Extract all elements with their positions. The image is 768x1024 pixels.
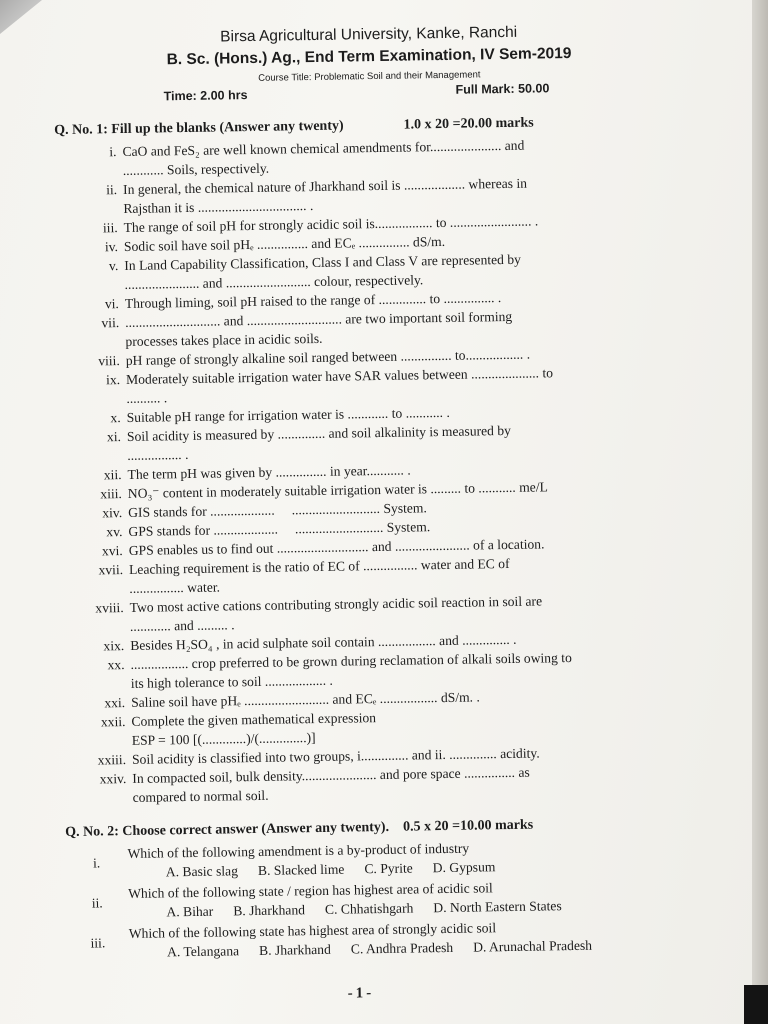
item-number: ii. bbox=[106, 182, 118, 198]
item-number: xi. bbox=[106, 429, 122, 445]
item-text: ............................ and ............................ are two important soil forming processes takes place in acidic soils. bbox=[125, 308, 513, 349]
mcq-option: C. Pyrite bbox=[364, 860, 413, 877]
item-number: ix. bbox=[105, 372, 121, 388]
item-text: GPS stands for ................... .......................... System. bbox=[128, 519, 431, 539]
mcq-option: D. North Eastern States bbox=[433, 898, 562, 916]
item-text: Sodic soil have soil pHₑ ............... and ECₑ ............... dS/m. bbox=[123, 233, 446, 254]
item-number: iv. bbox=[104, 239, 119, 255]
paper-edge bbox=[752, 0, 768, 1024]
item-number: xiv. bbox=[102, 505, 123, 521]
item-number: xvii. bbox=[98, 562, 124, 578]
university-title: Birsa Agricultural University, Kanke, Ranchi bbox=[220, 23, 518, 46]
item-number: xvi. bbox=[101, 543, 123, 559]
mcq-option: A. Basic slag bbox=[165, 863, 239, 880]
mcq-question: Which of the following state has highest area of strongly acidic soil bbox=[128, 920, 497, 941]
item-number: xxii. bbox=[100, 714, 126, 730]
mcq-item bbox=[67, 915, 708, 963]
item-text: The term pH was given by ............... in year........... . bbox=[127, 462, 411, 482]
page-number: -1- bbox=[347, 985, 375, 1002]
item-number: v. bbox=[108, 258, 119, 274]
item-text: GPS enables us to find out ........................... and ...................... of a location. bbox=[128, 536, 545, 558]
item-text: pH range of strongly alkaline soil ranged between ............... to................. . bbox=[125, 346, 531, 368]
item-number: iii. bbox=[90, 935, 106, 951]
mcq-option: A. Telangana bbox=[166, 943, 240, 960]
item-number: x. bbox=[110, 410, 121, 426]
item-number: iii. bbox=[102, 220, 118, 236]
mcq-option: C. Andhra Pradesh bbox=[350, 939, 454, 957]
item-text: NO₃⁻ content in moderately suitable irrigation water is ......... to ........... me/L bbox=[127, 479, 548, 501]
question-2-heading bbox=[65, 818, 533, 841]
course-title: Course Title: Problematic Soil and their Management bbox=[258, 69, 481, 84]
mcq-option: C. Chhatishgarh bbox=[324, 900, 414, 917]
item-number: xiii. bbox=[100, 486, 122, 502]
item-text: In compacted soil, bulk density...................... and pore space ............... as compared to normal soil. bbox=[132, 764, 530, 805]
question-2-marks: 0.5 x 20 =10.00 marks bbox=[402, 817, 534, 835]
item-text: GIS stands for ................... .......................... System. bbox=[128, 500, 427, 520]
item-text: Complete the given mathematical expression ESP = 100 [(.............)/(..............)] bbox=[131, 710, 377, 748]
item-text: In general, the chemical nature of Jharkhand soil is .................. whereas in Rajsthan it is ................................ . bbox=[122, 175, 528, 216]
item-text: The range of soil pH for strongly acidic soil is................. to ........................ . bbox=[123, 213, 539, 235]
item-number: xx. bbox=[107, 657, 125, 673]
item-number: i. bbox=[109, 144, 117, 160]
mcq-option: D. Gypsum bbox=[432, 859, 496, 876]
exam-header bbox=[0, 0, 746, 116]
question-1-list bbox=[54, 133, 689, 808]
question-1-heading bbox=[54, 116, 534, 140]
item-number: xix. bbox=[103, 638, 125, 654]
question-2-list bbox=[65, 835, 707, 965]
item-text: Through liming, soil pH raised to the range of .............. to ............... . bbox=[124, 290, 502, 311]
item-text: Besides H₂SO₄ , in acid sulphate soil contain ................. and .............. . bbox=[130, 631, 517, 653]
item-text: Soil acidity is classified into two groups, i.............. and ii. .............. acidity. bbox=[131, 745, 540, 767]
mcq-option: A. Bihar bbox=[166, 903, 214, 920]
full-mark: Full Mark: 50.00 bbox=[455, 81, 550, 97]
item-number: vi. bbox=[104, 296, 120, 312]
item-number: xxiii. bbox=[97, 752, 127, 768]
item-number: xii. bbox=[103, 467, 122, 483]
item-number: vii. bbox=[101, 315, 120, 331]
item-text: In Land Capability Classification, Class I and Class V are represented by ...................... and ......................... colour, respectively. bbox=[124, 251, 522, 292]
item-number: xxi. bbox=[104, 695, 126, 711]
question-1-title: Q. No. 1: Fill up the blanks (Answer any twenty) bbox=[54, 118, 344, 139]
item-text: Two most active cations contributing strongly acidic soil reaction in soil are ............ and ......... . bbox=[129, 593, 543, 634]
item-number: xviii. bbox=[95, 600, 124, 616]
exam-time: Time: 2.00 hrs bbox=[163, 88, 248, 104]
question-1-marks: 1.0 x 20 =20.00 marks bbox=[403, 115, 534, 133]
item-text: Soil acidity is measured by .............. and soil alkalinity is measured by ................ . bbox=[126, 422, 512, 463]
mcq-option: B. Jharkhand bbox=[258, 941, 331, 958]
dark-background-corner bbox=[744, 985, 768, 1024]
item-number: i. bbox=[92, 855, 101, 871]
mcq-option: D. Arunachal Pradesh bbox=[473, 937, 593, 955]
mcq-question: Which of the following amendment is a by-product of industry bbox=[127, 840, 470, 862]
item-text: Leaching requirement is the ratio of EC of ................ water and EC of ................ water. bbox=[128, 555, 510, 596]
exam-title: B. Sc. (Hons.) Ag., End Term Examination, IV Sem-2019 bbox=[166, 44, 572, 69]
item-text: CaO and FeS₂ are well known chemical amendments for..................... and ............ Soils, respectively. bbox=[122, 137, 525, 178]
item-number: ii. bbox=[91, 895, 103, 911]
mcq-option: B. Slacked lime bbox=[257, 861, 345, 878]
item-number: viii. bbox=[98, 353, 120, 369]
mcq-option: B. Jharkhand bbox=[233, 902, 306, 919]
mcq-question: Which of the following state / region has highest area of acidic soil bbox=[128, 880, 493, 902]
item-number: xv. bbox=[106, 524, 123, 540]
item-text: Moderately suitable irrigation water have SAR values between .................... to .......... . bbox=[125, 365, 554, 406]
question-2-title: Q. No. 2: Choose correct answer (Answer any twenty). bbox=[65, 819, 390, 840]
item-text: ................. crop preferred to be grown during reclamation of alkali soils owing to its high tolerance to soil .................. . bbox=[130, 650, 572, 691]
item-text: Suitable pH range for irrigation water is ............ to ........... . bbox=[126, 404, 450, 425]
item-text: Saline soil have pHₑ ......................... and ECₑ ................. dS/m. . bbox=[131, 689, 480, 710]
item-number: xxiv. bbox=[99, 771, 127, 787]
